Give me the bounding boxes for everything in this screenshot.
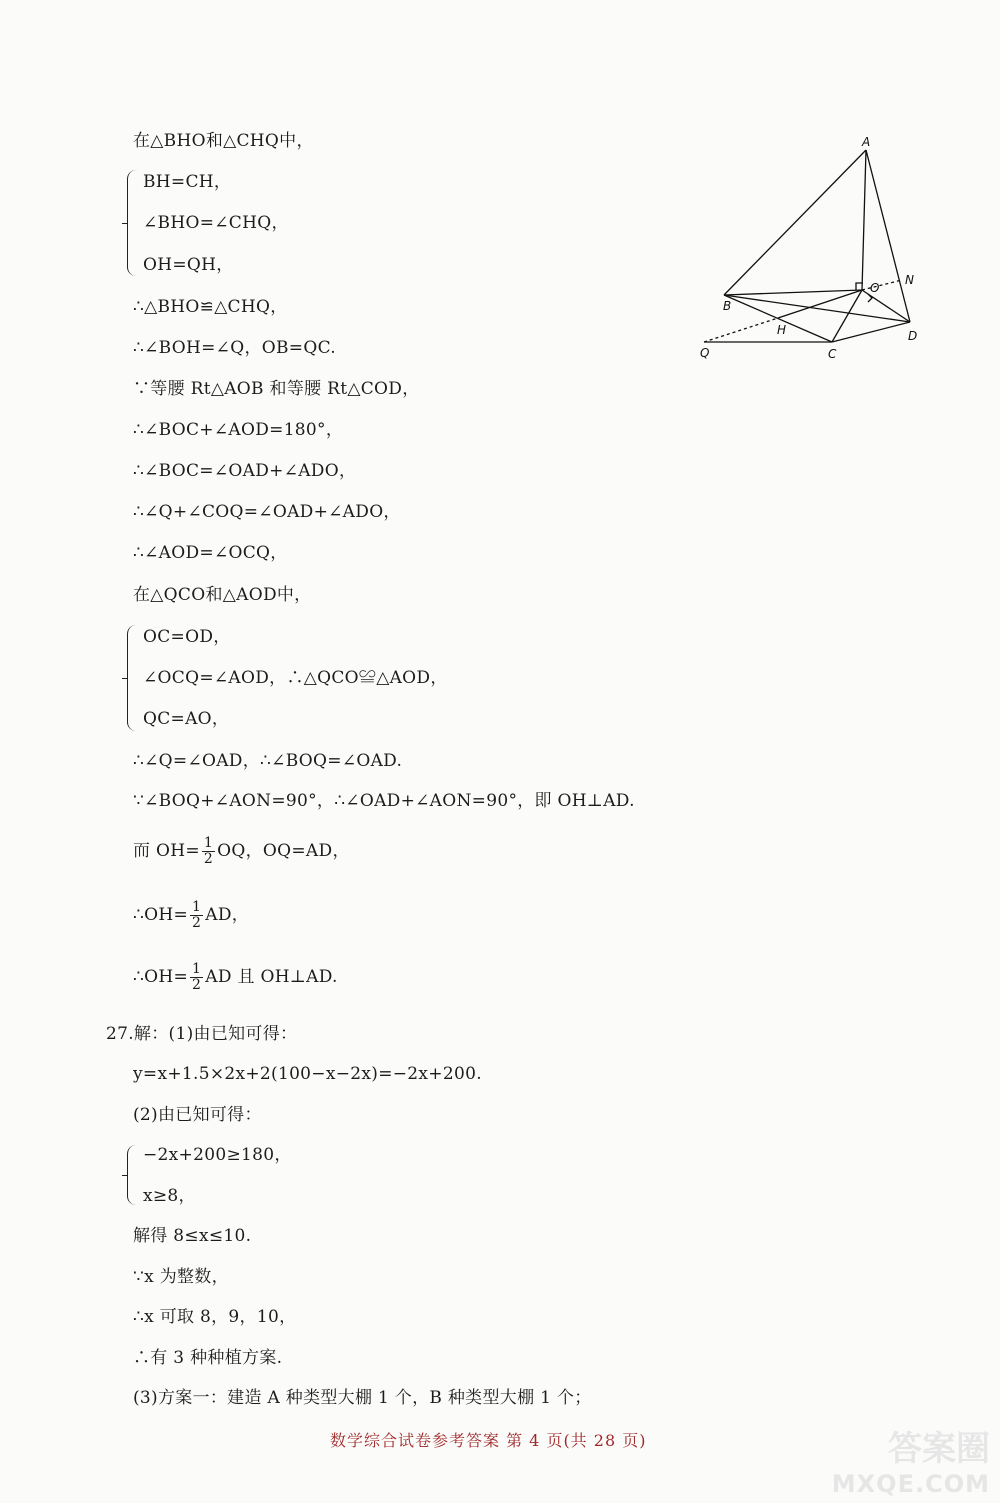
segment-CO: [832, 290, 862, 342]
label-Q: Q: [700, 346, 710, 360]
text-line-9: ∴∠BOC=∠OAD+∠ADO，: [133, 461, 357, 481]
brace-1: [127, 170, 137, 276]
text-line-5: ∴△BHO≌△CHQ，: [133, 297, 288, 317]
segment-ON-dashed: [862, 280, 902, 290]
text-line-12: 在△QCO和△AOD中，: [133, 585, 312, 605]
text-line-1: 在△BHO和△CHQ中，: [133, 131, 314, 151]
fraction-2: [190, 900, 203, 931]
q27-line-1: 27.解：(1)由已知可得：: [106, 1024, 298, 1044]
label-B: B: [723, 299, 732, 313]
segment-BO: [724, 290, 862, 295]
q27-line-2: y=x+1.5×2x+2(100−x−2x)=−2x+200.: [133, 1064, 482, 1084]
label-C: C: [828, 347, 837, 361]
fraction-1: [202, 836, 215, 867]
frac-line-1-post: OQ，OQ=AD，: [217, 841, 350, 861]
text-line-14: ∠OCQ=∠AOD，∴△QCO≌△AOD，: [143, 668, 448, 688]
segment-AO: [862, 150, 866, 290]
label-H: H: [777, 323, 787, 337]
q27-line-6: 解得 8≤x≤10.: [133, 1226, 252, 1246]
segment-QH-dashed: [704, 318, 778, 342]
q27-line-4: −2x+200≥180，: [143, 1145, 292, 1165]
frac-line-2: [133, 900, 249, 931]
brace-2: [127, 625, 137, 731]
fraction-3-num: 1: [192, 961, 202, 977]
q27-line-3: (2)由已知可得：: [133, 1105, 262, 1125]
fraction-3: [190, 962, 203, 993]
fraction-2-den: 2: [192, 915, 202, 931]
text-line-6: ∴∠BOH=∠Q，OB=QC.: [133, 338, 336, 358]
frac-line-2-post: AD，: [205, 905, 250, 925]
q27-line-10: (3)方案一：建造 A 种类型大棚 1 个，B 种类型大棚 1 个；: [133, 1388, 592, 1408]
text-line-8: ∴∠BOC+∠AOD=180°，: [133, 420, 344, 440]
right-angle-mark-O2: [868, 294, 872, 302]
fraction-1-den: 2: [203, 851, 214, 867]
fraction-1-num: 1: [203, 835, 214, 851]
frac-line-3-post: AD 且 OH⊥AD.: [205, 967, 338, 987]
text-line-15: QC=AO，: [143, 709, 230, 729]
q27-line-5: x≥8，: [143, 1186, 196, 1206]
text-line-2: BH=CH，: [143, 172, 232, 192]
text-line-17: ∵∠BOQ+∠AON=90°，∴∠OAD+∠AON=90°，即 OH⊥AD.: [133, 791, 635, 811]
fraction-3-den: 2: [192, 977, 202, 993]
text-line-4: OH=QH，: [143, 255, 234, 275]
watermark-site: MXQE.COM: [831, 1470, 990, 1498]
watermark: [830, 1421, 990, 1498]
page-footer: 数学综合试卷参考答案 第 4 页(共 28 页): [330, 1431, 647, 1450]
text-line-11: ∴∠AOD=∠OCQ，: [133, 543, 288, 563]
label-O: O: [870, 281, 880, 295]
text-line-16: ∴∠Q=∠OAD，∴∠BOQ=∠OAD.: [133, 751, 403, 771]
label-A: A: [862, 135, 871, 149]
watermark-logo: 答案圈: [888, 1429, 990, 1469]
frac-line-3-pre: ∴OH=: [133, 967, 189, 987]
text-line-7: ∵等腰 Rt△AOB 和等腰 Rt△COD，: [133, 379, 420, 399]
frac-line-1: [133, 836, 350, 867]
label-N: N: [905, 273, 914, 287]
label-D: D: [908, 329, 918, 343]
geometry-figure: [690, 130, 930, 370]
fraction-2-num: 1: [192, 899, 202, 915]
frac-line-3: [133, 962, 338, 993]
brace-3: [127, 1145, 137, 1205]
text-line-13: OC=OD，: [143, 627, 231, 647]
segment-AD: [866, 150, 910, 322]
q27-line-8: ∴x 可取 8，9，10，: [133, 1307, 297, 1327]
frac-line-1-pre: 而 OH=: [133, 841, 200, 861]
q27-line-9: ∴有 3 种种植方案.: [133, 1348, 283, 1368]
segment-BD: [724, 295, 910, 322]
text-line-10: ∴∠Q+∠COQ=∠OAD+∠ADO，: [133, 502, 401, 522]
segment-AB: [724, 150, 866, 295]
q27-line-7: ∵x 为整数，: [133, 1267, 229, 1287]
segment-CD: [832, 322, 910, 342]
text-line-3: ∠BHO=∠CHQ，: [143, 213, 289, 233]
frac-line-2-pre: ∴OH=: [133, 905, 189, 925]
